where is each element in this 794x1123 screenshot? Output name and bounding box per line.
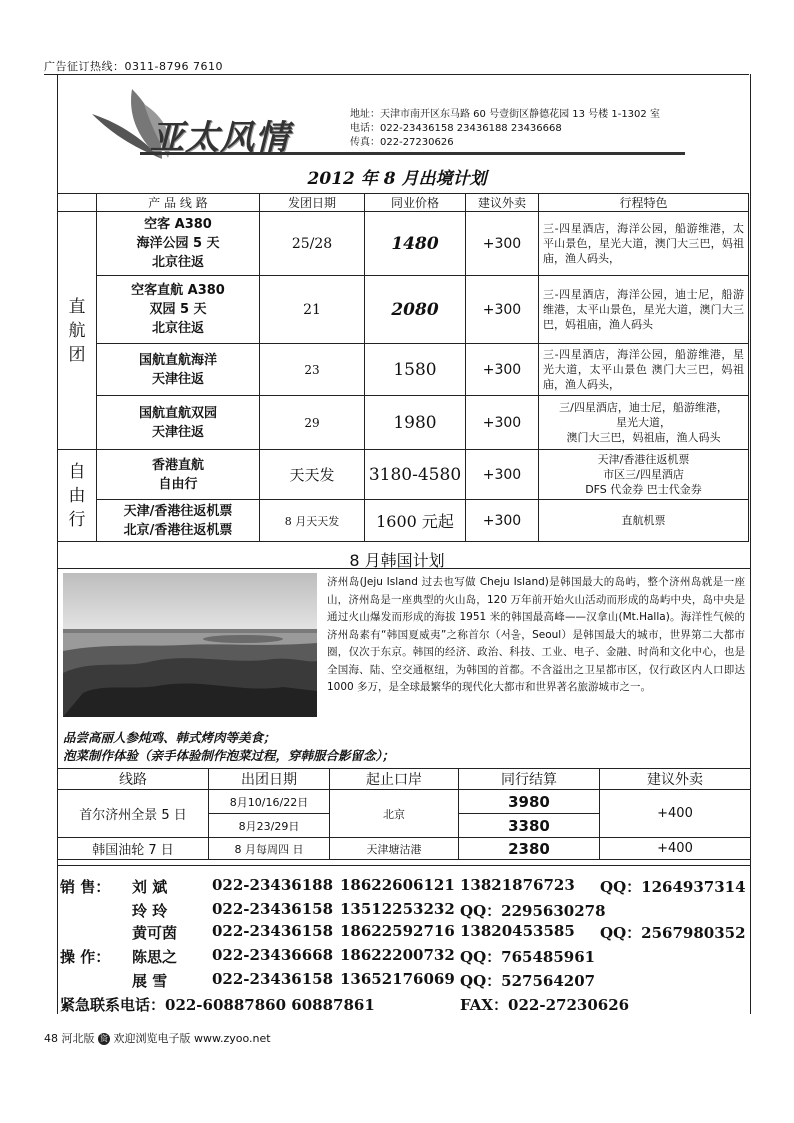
header-divider (140, 152, 685, 155)
ad-hotline: 广告征订热线：0311-8796 7610 (44, 60, 223, 73)
route-cell: 空客 A380 海洋公园 5 天 北京往返 (97, 212, 260, 276)
korea-food-notes: 品尝高丽人参炖鸡、韩式烤肉等美食； 泡菜制作体验（亲手体验制作泡菜过程，穿韩服合影留念）； (63, 730, 395, 763)
korea-tour-table (57, 768, 751, 860)
table-row: 8月23/29日 3380 (58, 814, 751, 838)
route-cell: 天津/香港往返机票 北京/香港往返机票 (97, 500, 260, 542)
logo-text: 亚太风情 (150, 118, 290, 158)
table-row: 首尔济州全景 5 日 8月10/16/22日 北京 3980 +400 (58, 790, 751, 814)
route-cell: 空客直航 A380 双园 5 天 北京往返 (97, 276, 260, 344)
company-fax: 传真：022-27230626 (350, 137, 454, 148)
table-row: 天津/香港往返机票 北京/香港往返机票 8 月天天发 1600 元起 +300 直航机票 (58, 500, 749, 542)
group-free: 自 由 行 (58, 450, 97, 542)
table-row: 自 由 行 香港直航 自由行 天天发 3180-4580 +300 天津/香港往返机票 市区三/四星酒店 DFS 代金券 巴士代金券 (58, 450, 749, 500)
col-route: 产 品 线 路 (97, 194, 260, 212)
group-direct: 直 航 团 (58, 212, 97, 450)
emergency-phone: 紧急联系电话：022-60887860 60887861 (60, 996, 375, 1014)
route-cell: 国航直航海洋 天津往返 (97, 344, 260, 396)
hk-tour-table (57, 193, 749, 542)
plan-title: 2012 年 8 月出境计划 (307, 169, 487, 189)
page-number: 48 河北版 (44, 1032, 95, 1045)
table-row: 直 航 团 空客 A380 海洋公园 5 天 北京往返 25/28 1480 +300 三-四星酒店，海洋公园，船游维港，太平山景色，星光大道，澳门大三巴，妈祖庙，渔人码头， (58, 212, 749, 276)
company-info (350, 108, 660, 150)
company-phone: 电话：022-23436158 23436188 23436668 (350, 123, 562, 134)
fax-number: FAX：022-27230626 (460, 996, 630, 1014)
table-header-row: 线路 出团日期 起止口岸 同行结算 建议外卖 (58, 769, 751, 790)
col-suggest: 建议外卖 (466, 194, 539, 212)
korea-description: 济州岛(Jeju Island 过去也写做 Cheju Island)是韩国最大的岛屿，整个济州岛就是一座山，济州岛是一座典型的火山岛，120 万年前开始火山活动而形成的岛屿中央，岛中央是通过火山爆发而形成的海拔 1951 米的韩国最高峰——汉拿山(Mt.Halla)。海洋性气候的济州岛素有“韩国夏威夷”之称首尔（서울，Seoul）是韩国最大的城市，世界第二大都市圈，仅次于东京。韩国的经济、政治、科技、工业、电子、金融、时尚和文化中心，也是全国海、陆、空交通枢纽，为韩国的首都。不含溢出之卫星都市区，仅行政区内人口即达 1000 多万，是全球最繁华的现代化大都市和世界著名旅游城市之一。 (327, 576, 745, 693)
jeju-coast-photo (63, 573, 317, 717)
table-row: 国航直航海洋 天津往返 23 1580 +300 三-四星酒店，海洋公园，船游维港，星光大道，太平山景色 澳门大三巴，妈祖庙，渔人码头， (58, 344, 749, 396)
table-header-row (58, 194, 749, 212)
col-price: 同业价格 (365, 194, 466, 212)
table-row: 国航直航双园 天津往返 29 1980 +300 三/四星酒店，迪士尼，船游维港， 星光大道， 澳门大三巴，妈祖庙，渔人码头 (58, 396, 749, 450)
col-features: 行程特色 (539, 194, 749, 212)
col-date: 发团日期 (260, 194, 365, 212)
table-row: 空客直航 A380 双园 5 天 北京往返 21 2080 +300 三-四星酒店，海洋公园，迪士尼，船游维港，太平山景色，星光大道，澳门大三巴，妈祖庙，渔人码头 (58, 276, 749, 344)
company-address: 地址：天津市南开区东马路 60 号壹街区静德花园 13 号楼 1-1302 室 (350, 109, 660, 120)
korea-title: 8 月韩国计划 (349, 551, 445, 570)
route-cell: 香港直航 自由行 (97, 450, 260, 500)
table-row: 韩国油轮 7 日 8 月每周四 日 天津塘沽港 2380 +400 (58, 838, 751, 860)
footer (44, 1030, 271, 1046)
brand-badge-icon: 资 (100, 1034, 108, 1043)
route-cell: 国航直航双园 天津往返 (97, 396, 260, 450)
footer-text: 欢迎浏览电子版 www.zyoo.net (113, 1032, 271, 1045)
